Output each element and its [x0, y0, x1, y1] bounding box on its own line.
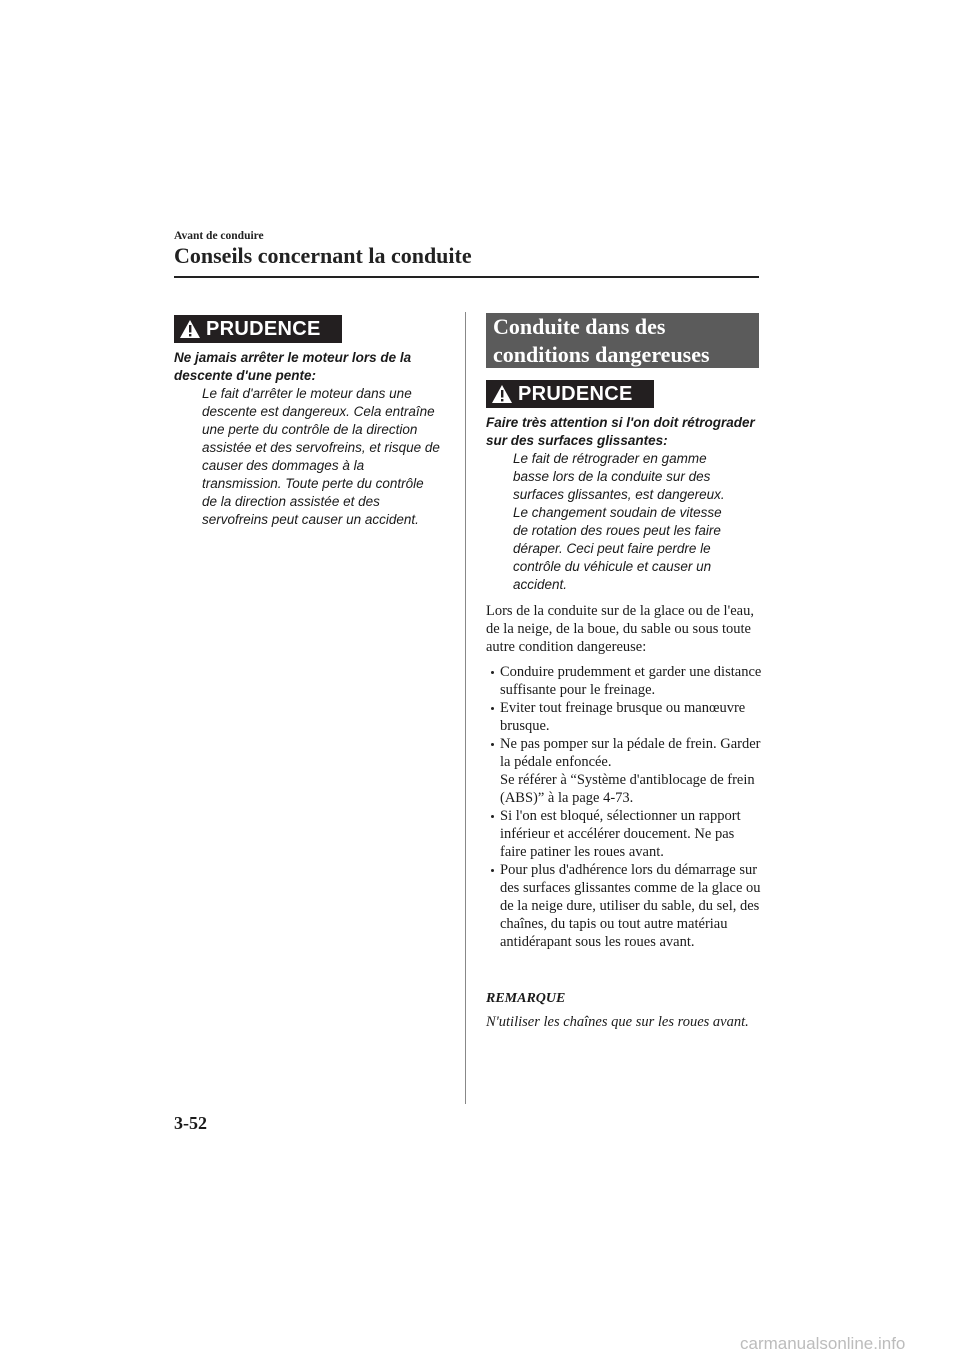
list-item — [489, 699, 764, 735]
watermark: carmanualsonline.info — [740, 1334, 906, 1353]
right-caution-badge — [486, 380, 654, 408]
right-warning-body: Le fait de rétrograder en gamme basse lors de la conduite sur des surfaces glissantes, est dangereux. Le changement soudain de vitesse de rotation des roues peut les faire déraper. Ceci peut faire perdre le contrôle du véhicule et causer un accident. — [513, 451, 725, 592]
right-warning-heading: Faire très attention si l'on doit rétrograder sur des surfaces glissantes: — [486, 415, 755, 448]
warning-icon — [179, 319, 201, 339]
list-item-text: Si l'on est bloqué, sélectionner un rapport inférieur et accélérer doucement. Ne pas faire patiner les roues avant. — [500, 808, 741, 860]
list-item-text: Pour plus d'adhérence lors du démarrage sur des surfaces glissantes comme de la glace ou de la neige dure, utiliser du sable, du sel, des chaînes, du tapis ou tout autre matériau antidérapant sous les roues avant. — [500, 862, 761, 950]
list-item-text: Eviter tout freinage brusque ou manœuvre brusque. — [500, 700, 746, 734]
list-item — [489, 663, 764, 699]
bullet-dot — [491, 869, 494, 872]
abs-page-reference: Se référer à “Système d'antiblocage de frein (ABS)” à la page 4-73. — [500, 772, 755, 806]
list-item-text: Ne pas pomper sur la pédale de frein. Garder la pédale enfoncée. — [500, 736, 761, 770]
remark-title: REMARQUE — [486, 991, 566, 1006]
warning-icon — [491, 384, 513, 404]
header-section-label: Avant de conduire — [174, 230, 264, 242]
page-number: 3-52 — [174, 1113, 207, 1133]
list-item — [489, 861, 764, 951]
left-warning-heading: Ne jamais arrêter le moteur lors de la descente d'une pente: — [174, 350, 412, 383]
list-item — [489, 807, 764, 861]
column-divider — [465, 312, 466, 1104]
driving-tips-list — [489, 663, 764, 951]
bullet-dot — [491, 815, 494, 818]
bullet-dot — [491, 671, 494, 674]
bullet-dot — [491, 707, 494, 710]
left-warning-body: Le fait d'arrêter le moteur dans une descente est dangereux. Cela entraîne une perte du contrôle de la direction assistée et des servofreins, et risque de causer des dommages à la transmission. Toute perte du contrôle de la direction assistée et des servofreins peut causer un accident. — [202, 386, 440, 527]
remark-text: N'utiliser les chaînes que sur les roues avant. — [486, 1014, 749, 1030]
caution-label: PRUDENCE — [518, 382, 633, 405]
list-item — [489, 735, 764, 807]
section-heading: Conduite dans des conditions dangereuses — [486, 313, 759, 368]
left-caution-badge — [174, 315, 342, 343]
bullet-dot — [491, 743, 494, 746]
caution-label: PRUDENCE — [206, 317, 321, 340]
header-rule — [174, 276, 759, 278]
list-item-text: Conduire prudemment et garder une distance suffisante pour le freinage. — [500, 664, 762, 698]
intro-paragraph: Lors de la conduite sur de la glace ou de l'eau, de la neige, de la boue, du sable ou sous toute autre condition dangereuse: — [486, 603, 754, 655]
page-title: Conseils concernant la conduite — [174, 243, 472, 268]
